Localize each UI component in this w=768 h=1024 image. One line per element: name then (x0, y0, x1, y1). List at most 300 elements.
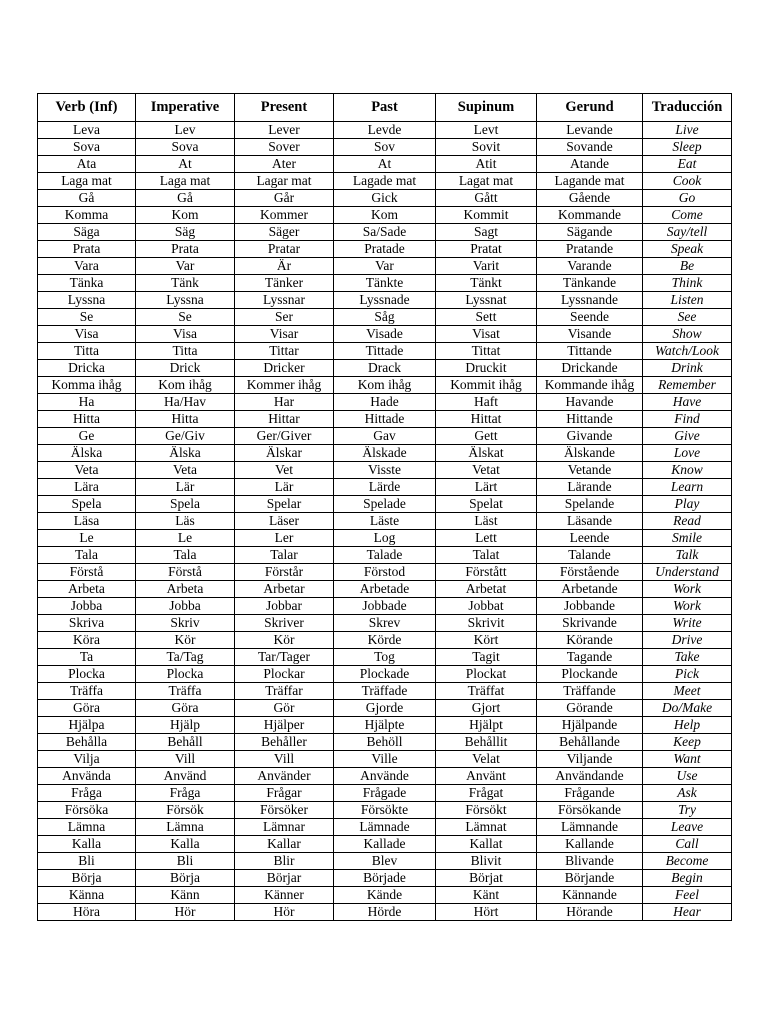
cell-gerund: Varande (537, 258, 643, 275)
table-row (38, 139, 732, 156)
cell-present: Tittar (235, 343, 334, 360)
cell-supinum: Jobbat (436, 598, 537, 615)
cell-past: Gav (334, 428, 436, 445)
table-row (38, 649, 732, 666)
cell-supinum: Lett (436, 530, 537, 547)
cell-past: Drack (334, 360, 436, 377)
cell-supinum: Plockat (436, 666, 537, 683)
cell-present: Hittar (235, 411, 334, 428)
cell-supinum: Försökt (436, 802, 537, 819)
table-row (38, 734, 732, 751)
header-past: Past (334, 94, 436, 122)
cell-past: Använde (334, 768, 436, 785)
cell-gerund: Drickande (537, 360, 643, 377)
table-row (38, 870, 732, 887)
cell-present: Skriver (235, 615, 334, 632)
table-row (38, 615, 732, 632)
cell-gerund: Seende (537, 309, 643, 326)
cell-imperative: Var (136, 258, 235, 275)
cell-gerund: Plockande (537, 666, 643, 683)
cell-traduccion: Speak (643, 241, 732, 258)
cell-gerund: Vetande (537, 462, 643, 479)
cell-past: Älskade (334, 445, 436, 462)
cell-verb-inf: Veta (38, 462, 136, 479)
cell-gerund: Pratande (537, 241, 643, 258)
cell-present: Läser (235, 513, 334, 530)
cell-supinum: Lärt (436, 479, 537, 496)
table-row (38, 564, 732, 581)
cell-supinum: Atit (436, 156, 537, 173)
cell-gerund: Sovande (537, 139, 643, 156)
cell-traduccion: Play (643, 496, 732, 513)
cell-past: At (334, 156, 436, 173)
table-row (38, 479, 732, 496)
cell-gerund: Hörande (537, 904, 643, 921)
cell-gerund: Kallande (537, 836, 643, 853)
cell-present: Kommer (235, 207, 334, 224)
cell-supinum: Frågat (436, 785, 537, 802)
cell-verb-inf: Tala (38, 547, 136, 564)
cell-traduccion: Watch/Look (643, 343, 732, 360)
cell-past: Skrev (334, 615, 436, 632)
cell-present: Visar (235, 326, 334, 343)
cell-traduccion: Do/Make (643, 700, 732, 717)
cell-verb-inf: Jobba (38, 598, 136, 615)
cell-gerund: Görande (537, 700, 643, 717)
table-row (38, 785, 732, 802)
cell-traduccion: Call (643, 836, 732, 853)
cell-past: Träffade (334, 683, 436, 700)
table-row (38, 360, 732, 377)
cell-traduccion: Smile (643, 530, 732, 547)
cell-supinum: Kommit (436, 207, 537, 224)
cell-supinum: Pratat (436, 241, 537, 258)
table-row (38, 819, 732, 836)
table-row (38, 462, 732, 479)
table-row (38, 836, 732, 853)
table-row (38, 309, 732, 326)
cell-gerund: Skrivande (537, 615, 643, 632)
cell-gerund: Frågande (537, 785, 643, 802)
cell-supinum: Gjort (436, 700, 537, 717)
table-row (38, 904, 732, 921)
table-row (38, 445, 732, 462)
cell-verb-inf: Leva (38, 122, 136, 139)
cell-past: Kom ihåg (334, 377, 436, 394)
cell-imperative: Kalla (136, 836, 235, 853)
header-verb-inf: Verb (Inf) (38, 94, 136, 122)
cell-supinum: Arbetat (436, 581, 537, 598)
cell-traduccion: Take (643, 649, 732, 666)
cell-past: Lyssnade (334, 292, 436, 309)
cell-verb-inf: Lämna (38, 819, 136, 836)
cell-supinum: Vetat (436, 462, 537, 479)
cell-past: Sov (334, 139, 436, 156)
cell-past: Hjälpte (334, 717, 436, 734)
cell-supinum: Talat (436, 547, 537, 564)
cell-imperative: Visa (136, 326, 235, 343)
cell-present: Försöker (235, 802, 334, 819)
cell-traduccion: Use (643, 768, 732, 785)
cell-past: Visste (334, 462, 436, 479)
cell-imperative: Sova (136, 139, 235, 156)
cell-present: Träffar (235, 683, 334, 700)
cell-traduccion: Sleep (643, 139, 732, 156)
cell-past: Lärde (334, 479, 436, 496)
cell-gerund: Börjande (537, 870, 643, 887)
cell-present: Plockar (235, 666, 334, 683)
cell-past: Levde (334, 122, 436, 139)
cell-gerund: Jobbande (537, 598, 643, 615)
table-row (38, 275, 732, 292)
cell-present: Vill (235, 751, 334, 768)
cell-present: Talar (235, 547, 334, 564)
header-imperative: Imperative (136, 94, 235, 122)
table-row (38, 632, 732, 649)
cell-imperative: Bli (136, 853, 235, 870)
cell-traduccion: Know (643, 462, 732, 479)
cell-present: Gör (235, 700, 334, 717)
table-row (38, 156, 732, 173)
cell-imperative: Gå (136, 190, 235, 207)
cell-supinum: Läst (436, 513, 537, 530)
cell-verb-inf: Träffa (38, 683, 136, 700)
cell-past: Läste (334, 513, 436, 530)
cell-present: Hjälper (235, 717, 334, 734)
table-row (38, 411, 732, 428)
cell-present: Kör (235, 632, 334, 649)
cell-supinum: Sovit (436, 139, 537, 156)
header-row (38, 94, 732, 122)
table-row (38, 530, 732, 547)
table-body (38, 122, 732, 921)
table-row (38, 394, 732, 411)
cell-present: Lyssnar (235, 292, 334, 309)
cell-imperative: Kom ihåg (136, 377, 235, 394)
cell-past: Lämnade (334, 819, 436, 836)
cell-present: Förstår (235, 564, 334, 581)
cell-verb-inf: Förstå (38, 564, 136, 581)
cell-past: Log (334, 530, 436, 547)
cell-supinum: Gått (436, 190, 537, 207)
cell-supinum: Träffat (436, 683, 537, 700)
cell-imperative: Lev (136, 122, 235, 139)
table-row (38, 428, 732, 445)
cell-supinum: Hjälpt (436, 717, 537, 734)
cell-verb-inf: Använda (38, 768, 136, 785)
cell-supinum: Hittat (436, 411, 537, 428)
cell-imperative: Hjälp (136, 717, 235, 734)
header-gerund: Gerund (537, 94, 643, 122)
cell-traduccion: Work (643, 581, 732, 598)
cell-verb-inf: Visa (38, 326, 136, 343)
table-row (38, 343, 732, 360)
cell-traduccion: Learn (643, 479, 732, 496)
cell-verb-inf: Fråga (38, 785, 136, 802)
cell-gerund: Kännande (537, 887, 643, 904)
cell-supinum: Behållit (436, 734, 537, 751)
cell-gerund: Hjälpande (537, 717, 643, 734)
cell-past: Pratade (334, 241, 436, 258)
cell-traduccion: Give (643, 428, 732, 445)
cell-verb-inf: Känna (38, 887, 136, 904)
cell-supinum: Varit (436, 258, 537, 275)
cell-supinum: Skrivit (436, 615, 537, 632)
cell-present: Älskar (235, 445, 334, 462)
cell-traduccion: Have (643, 394, 732, 411)
cell-verb-inf: Ta (38, 649, 136, 666)
cell-present: Går (235, 190, 334, 207)
table-row (38, 513, 732, 530)
cell-verb-inf: Komma ihåg (38, 377, 136, 394)
header-traduccion: Traducción (643, 94, 732, 122)
verb-conjugation-table (37, 93, 732, 921)
cell-past: Jobbade (334, 598, 436, 615)
cell-traduccion: Be (643, 258, 732, 275)
cell-imperative: Kom (136, 207, 235, 224)
cell-imperative: Se (136, 309, 235, 326)
cell-present: Lär (235, 479, 334, 496)
cell-present: Lever (235, 122, 334, 139)
cell-gerund: Atande (537, 156, 643, 173)
cell-past: Tog (334, 649, 436, 666)
cell-past: Körde (334, 632, 436, 649)
cell-verb-inf: Dricka (38, 360, 136, 377)
cell-supinum: Tittat (436, 343, 537, 360)
cell-present: Jobbar (235, 598, 334, 615)
cell-past: Frågade (334, 785, 436, 802)
cell-verb-inf: Försöka (38, 802, 136, 819)
cell-supinum: Levt (436, 122, 537, 139)
cell-verb-inf: Vilja (38, 751, 136, 768)
cell-past: Kom (334, 207, 436, 224)
cell-supinum: Sagt (436, 224, 537, 241)
cell-traduccion: Meet (643, 683, 732, 700)
cell-traduccion: See (643, 309, 732, 326)
cell-imperative: Lyssna (136, 292, 235, 309)
cell-gerund: Levande (537, 122, 643, 139)
cell-verb-inf: Köra (38, 632, 136, 649)
table-row (38, 377, 732, 394)
cell-imperative: Fråga (136, 785, 235, 802)
cell-verb-inf: Gå (38, 190, 136, 207)
cell-traduccion: Try (643, 802, 732, 819)
cell-verb-inf: Kalla (38, 836, 136, 853)
cell-gerund: Körande (537, 632, 643, 649)
cell-present: Dricker (235, 360, 334, 377)
cell-present: Ger/Giver (235, 428, 334, 445)
cell-traduccion: Feel (643, 887, 732, 904)
cell-verb-inf: Arbeta (38, 581, 136, 598)
table-row (38, 598, 732, 615)
cell-present: Behåller (235, 734, 334, 751)
cell-imperative: Försök (136, 802, 235, 819)
cell-verb-inf: Hitta (38, 411, 136, 428)
cell-imperative: Arbeta (136, 581, 235, 598)
cell-gerund: Lyssnande (537, 292, 643, 309)
cell-imperative: Tänk (136, 275, 235, 292)
cell-traduccion: Pick (643, 666, 732, 683)
cell-supinum: Lyssnat (436, 292, 537, 309)
cell-present: Sover (235, 139, 334, 156)
cell-verb-inf: Älska (38, 445, 136, 462)
cell-present: Hör (235, 904, 334, 921)
cell-supinum: Sett (436, 309, 537, 326)
cell-traduccion: Keep (643, 734, 732, 751)
cell-present: Tar/Tager (235, 649, 334, 666)
cell-gerund: Behållande (537, 734, 643, 751)
cell-supinum: Gett (436, 428, 537, 445)
cell-gerund: Talande (537, 547, 643, 564)
cell-traduccion: Become (643, 853, 732, 870)
cell-present: Vet (235, 462, 334, 479)
cell-traduccion: Begin (643, 870, 732, 887)
cell-supinum: Spelat (436, 496, 537, 513)
cell-traduccion: Come (643, 207, 732, 224)
cell-traduccion: Cook (643, 173, 732, 190)
cell-traduccion: Drive (643, 632, 732, 649)
cell-present: Kallar (235, 836, 334, 853)
cell-verb-inf: Börja (38, 870, 136, 887)
cell-verb-inf: Behålla (38, 734, 136, 751)
cell-supinum: Druckit (436, 360, 537, 377)
cell-imperative: Känn (136, 887, 235, 904)
table-row (38, 224, 732, 241)
cell-traduccion: Remember (643, 377, 732, 394)
cell-supinum: Känt (436, 887, 537, 904)
table-row (38, 496, 732, 513)
cell-imperative: Drick (136, 360, 235, 377)
cell-traduccion: Ask (643, 785, 732, 802)
cell-gerund: Användande (537, 768, 643, 785)
table-row (38, 717, 732, 734)
cell-gerund: Spelande (537, 496, 643, 513)
cell-verb-inf: Lära (38, 479, 136, 496)
cell-verb-inf: Sova (38, 139, 136, 156)
cell-supinum: Älskat (436, 445, 537, 462)
cell-imperative: Jobba (136, 598, 235, 615)
cell-supinum: Lämnat (436, 819, 537, 836)
cell-imperative: Älska (136, 445, 235, 462)
cell-traduccion: Love (643, 445, 732, 462)
cell-imperative: Börja (136, 870, 235, 887)
cell-past: Hade (334, 394, 436, 411)
cell-verb-inf: Göra (38, 700, 136, 717)
cell-present: Känner (235, 887, 334, 904)
cell-traduccion: Drink (643, 360, 732, 377)
table-row (38, 666, 732, 683)
cell-gerund: Kommande (537, 207, 643, 224)
cell-verb-inf: Skriva (38, 615, 136, 632)
cell-past: Sa/Sade (334, 224, 436, 241)
cell-traduccion: Talk (643, 547, 732, 564)
cell-verb-inf: Prata (38, 241, 136, 258)
cell-past: Hittade (334, 411, 436, 428)
cell-traduccion: Go (643, 190, 732, 207)
cell-imperative: Hör (136, 904, 235, 921)
cell-traduccion: Say/tell (643, 224, 732, 241)
cell-past: Försökte (334, 802, 436, 819)
table-row (38, 853, 732, 870)
cell-imperative: Titta (136, 343, 235, 360)
table-row (38, 751, 732, 768)
cell-imperative: Hitta (136, 411, 235, 428)
cell-present: Säger (235, 224, 334, 241)
cell-imperative: Laga mat (136, 173, 235, 190)
cell-supinum: Tagit (436, 649, 537, 666)
cell-verb-inf: Hjälpa (38, 717, 136, 734)
cell-gerund: Sägande (537, 224, 643, 241)
cell-supinum: Kommit ihåg (436, 377, 537, 394)
cell-verb-inf: Titta (38, 343, 136, 360)
cell-past: Plockade (334, 666, 436, 683)
cell-past: Visade (334, 326, 436, 343)
cell-supinum: Använt (436, 768, 537, 785)
cell-gerund: Havande (537, 394, 643, 411)
cell-verb-inf: Tänka (38, 275, 136, 292)
cell-imperative: Vill (136, 751, 235, 768)
cell-gerund: Förstående (537, 564, 643, 581)
cell-past: Talade (334, 547, 436, 564)
cell-present: Ler (235, 530, 334, 547)
cell-present: Spelar (235, 496, 334, 513)
table-row (38, 768, 732, 785)
cell-gerund: Gående (537, 190, 643, 207)
cell-imperative: Prata (136, 241, 235, 258)
cell-imperative: Ha/Hav (136, 394, 235, 411)
cell-traduccion: Listen (643, 292, 732, 309)
cell-present: Blir (235, 853, 334, 870)
cell-past: Kände (334, 887, 436, 904)
cell-supinum: Velat (436, 751, 537, 768)
cell-present: Arbetar (235, 581, 334, 598)
cell-gerund: Arbetande (537, 581, 643, 598)
table-row (38, 122, 732, 139)
table-row (38, 190, 732, 207)
table-row (38, 173, 732, 190)
cell-verb-inf: Ge (38, 428, 136, 445)
header-supinum: Supinum (436, 94, 537, 122)
cell-past: Hörde (334, 904, 436, 921)
cell-supinum: Hört (436, 904, 537, 921)
cell-traduccion: Show (643, 326, 732, 343)
cell-gerund: Älskande (537, 445, 643, 462)
cell-gerund: Tagande (537, 649, 643, 666)
cell-present: Lämnar (235, 819, 334, 836)
cell-verb-inf: Plocka (38, 666, 136, 683)
cell-verb-inf: Bli (38, 853, 136, 870)
cell-gerund: Kommande ihåg (537, 377, 643, 394)
cell-supinum: Börjat (436, 870, 537, 887)
table-row (38, 207, 732, 224)
cell-past: Spelade (334, 496, 436, 513)
table-row (38, 258, 732, 275)
cell-imperative: Behåll (136, 734, 235, 751)
cell-imperative: Spela (136, 496, 235, 513)
cell-traduccion: Understand (643, 564, 732, 581)
cell-verb-inf: Spela (38, 496, 136, 513)
cell-verb-inf: Läsa (38, 513, 136, 530)
cell-imperative: Använd (136, 768, 235, 785)
cell-present: Pratar (235, 241, 334, 258)
cell-verb-inf: Se (38, 309, 136, 326)
cell-imperative: Le (136, 530, 235, 547)
cell-gerund: Lagande mat (537, 173, 643, 190)
cell-gerund: Träffande (537, 683, 643, 700)
cell-past: Tänkte (334, 275, 436, 292)
cell-imperative: Tala (136, 547, 235, 564)
cell-traduccion: Read (643, 513, 732, 530)
